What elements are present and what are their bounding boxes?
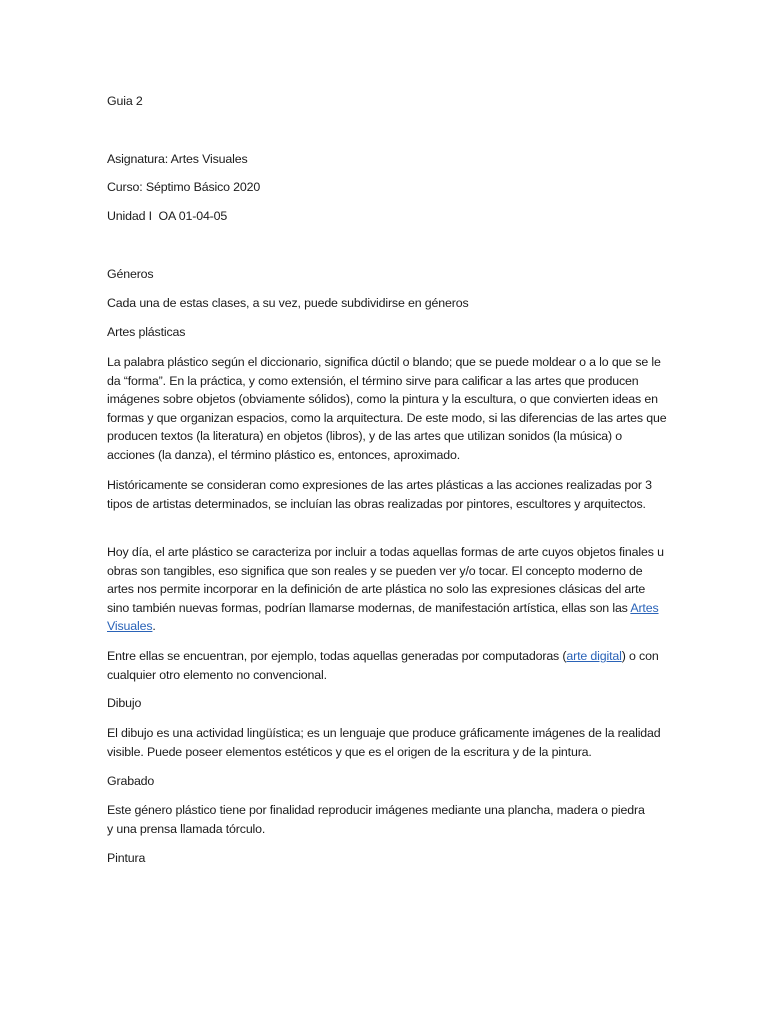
dibujo-heading: Dibujo bbox=[107, 696, 142, 710]
pintura-heading: Pintura bbox=[107, 851, 146, 865]
generos-text: Cada una de estas clases, a su vez, puede subdividirse en géneros bbox=[107, 296, 469, 310]
artes-plasticas-heading: Artes plásticas bbox=[107, 325, 186, 339]
paragraph-hoy-dia-text: Hoy día, el arte plástico se caracteriza por incluir a todas aquellas formas de arte cuyos objetos finales u obras son tangibles, eso significa que son reales y se pueden ver y/o tocar. El concepto moderno de artes nos permite incorporar en la definición de arte plástica no solo las expresiones clásicas del arte sino también nuevas formas, podrían llamarse modernas, de manifestación artística, ellas son las bbox=[107, 545, 664, 615]
grabado-text: Este género plástico tiene por finalidad reproducir imágenes mediante una plancha, madera o piedra y una prensa llamada tórculo. bbox=[107, 803, 645, 836]
arte-digital-link[interactable]: arte digital bbox=[566, 649, 622, 663]
dibujo-text: El dibujo es una actividad lingüística; es un lenguaje que produce gráficamente imágenes de la realidad visible. Puede poseer elementos estéticos y que es el origen de la escritura y de la pintura. bbox=[107, 726, 661, 759]
paragraph-plastico: La palabra plástico según el diccionario, significa dúctil o blando; que se puede moldear o a lo que se le da “forma”. En la práctica, y como extensión, el término sirve para calificar a las artes que producen imágenes sobre objetos (obviamente sólidos), como la pintura y la escultura, o que convierten ideas en formas y que organizan espacios, como la arquitectura. De este modo, si las diferencias de las artes que producen textos (la literatura) en objetos (libros), y de las artes que utilizan sonidos (la música) o acciones (la danza), el término plástico es, entonces, aproximado. bbox=[107, 355, 667, 462]
generos-heading: Géneros bbox=[107, 267, 154, 281]
paragraph-entre-ellas-text: Entre ellas se encuentran, por ejemplo, todas aquellas generadas por computadoras ( bbox=[107, 649, 567, 663]
paragraph-hoy-dia-end: . bbox=[152, 619, 156, 633]
paragraph-historicamente: Históricamente se consideran como expresiones de las artes plásticas a las acciones realizadas por 3 tipos de artistas determinados, se incluían las obras realizadas por pintores, escultores y arquitectos. bbox=[107, 478, 652, 511]
guia-title: Guia 2 bbox=[107, 94, 143, 108]
paragraph-hoy-dia bbox=[107, 543, 667, 636]
curso: Curso: Séptimo Básico 2020 bbox=[107, 180, 261, 194]
unidad: Unidad I OA 01-04-05 bbox=[107, 209, 228, 223]
grabado-heading: Grabado bbox=[107, 774, 155, 788]
artes-visuales-link[interactable]: Artes Visuales bbox=[107, 600, 659, 633]
paragraph-entre-ellas bbox=[107, 647, 667, 684]
asignatura: Asignatura: Artes Visuales bbox=[107, 152, 248, 166]
paragraph-entre-ellas-end: ) o con cualquier otro elemento no convencional. bbox=[107, 649, 659, 682]
